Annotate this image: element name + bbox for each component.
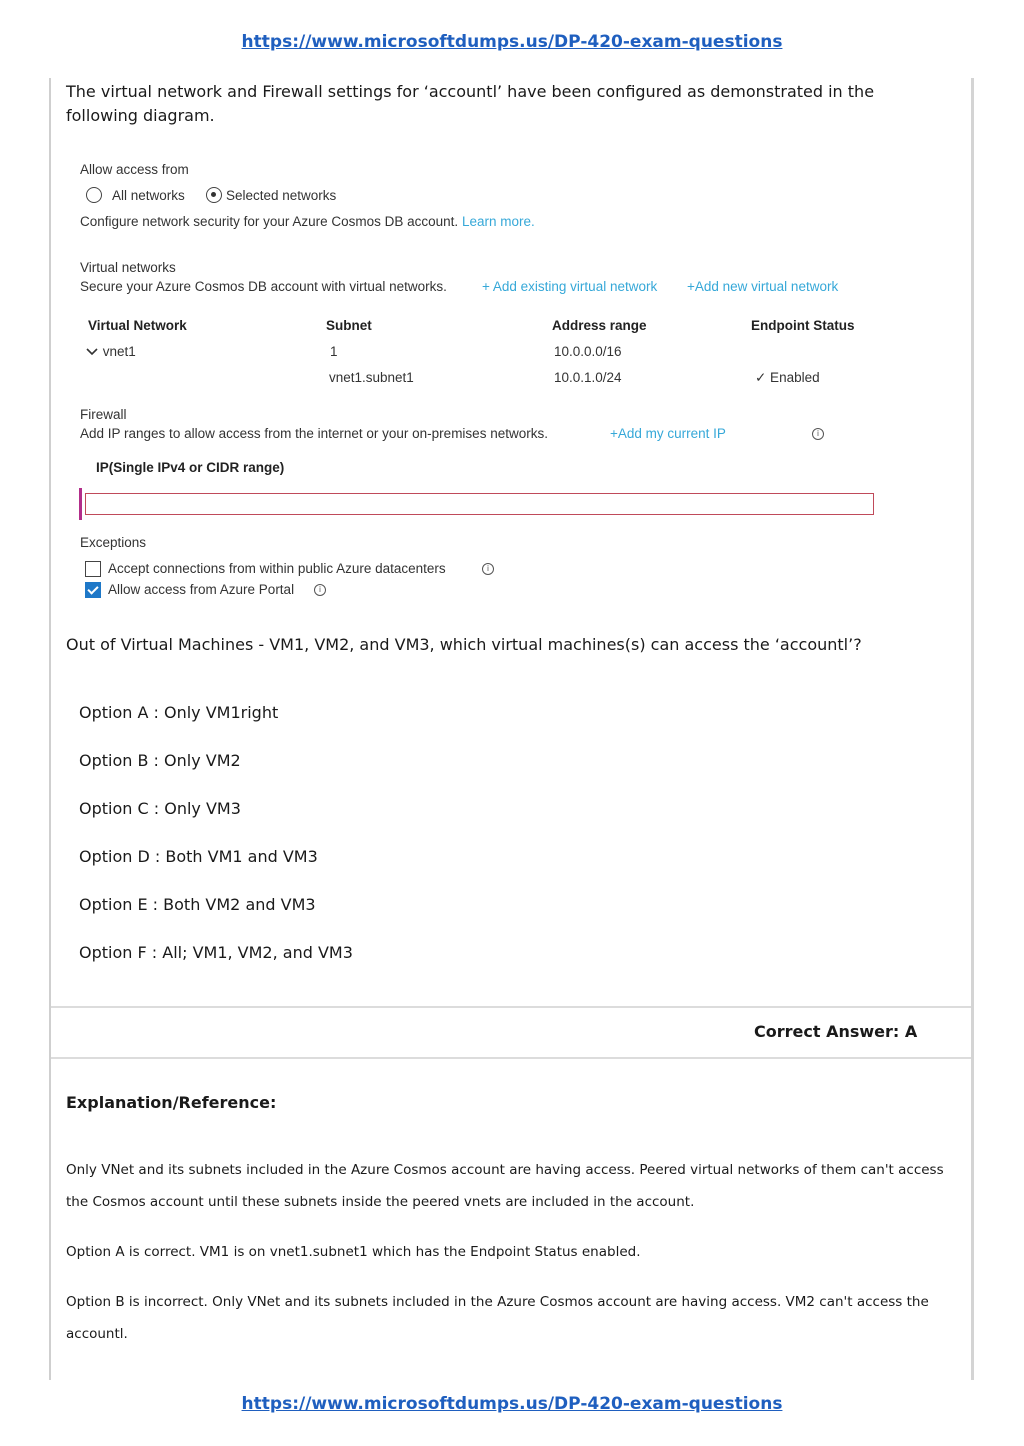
divider-bottom: [51, 1057, 971, 1059]
col-header-virtual-network: Virtual Network: [88, 318, 187, 333]
subnet-address-range: 10.0.1.0/24: [554, 370, 622, 385]
col-header-address-range: Address range: [552, 318, 647, 333]
col-header-subnet: Subnet: [326, 318, 372, 333]
datacenters-info-icon[interactable]: i: [482, 563, 494, 575]
exception-datacenters-checkbox[interactable]: [85, 561, 101, 577]
add-existing-vnet-link[interactable]: + Add existing virtual network: [482, 279, 658, 294]
ip-range-input[interactable]: [85, 493, 874, 515]
exception-datacenters-label: Accept connections from within public Azure datacenters: [108, 561, 446, 576]
explanation-paragraph: Option B is incorrect. Only VNet and its subnets included in the Azure Cosmos account are having access. VM2 can't access the accountl.: [66, 1294, 929, 1342]
header-link[interactable]: https://www.microsoftdumps.us/DP-420-exam-questions: [241, 32, 783, 52]
radio-selected-networks[interactable]: [206, 187, 222, 203]
ip-input-focus-bar: [79, 488, 82, 520]
firewall-description: Add IP ranges to allow access from the internet or your on-premises networks.: [80, 426, 548, 441]
radio-all-networks-label: All networks: [112, 188, 185, 203]
option-c[interactable]: Option C : Only VM3: [79, 799, 241, 818]
option-b[interactable]: Option B : Only VM2: [79, 751, 241, 770]
configure-text-line: [80, 214, 535, 229]
subnet-name: vnet1.subnet1: [329, 370, 414, 385]
network-settings-diagram: [75, 155, 875, 605]
endpoint-status: ✓ Enabled: [755, 370, 820, 385]
firewall-info-icon[interactable]: i: [812, 428, 824, 440]
vnet-subnet-count: 1: [330, 344, 338, 359]
exception-portal-checkbox[interactable]: [85, 582, 101, 598]
vnet-name: vnet1: [102, 344, 136, 359]
ip-range-label: IP(Single IPv4 or CIDR range): [96, 460, 285, 475]
allow-access-label: Allow access from: [80, 162, 189, 177]
option-d[interactable]: Option D : Both VM1 and VM3: [79, 847, 318, 866]
footer-link[interactable]: https://www.microsoftdumps.us/DP-420-exam-questions: [241, 1394, 783, 1414]
radio-all-networks[interactable]: [86, 187, 102, 203]
intro-text: The virtual network and Firewall settings for ‘accountl’ have been configured as demonstrated in the following diagram.: [66, 82, 875, 125]
vnet-address-range: 10.0.0.0/16: [554, 344, 622, 359]
vnet-row[interactable]: [85, 344, 136, 359]
learn-more-link[interactable]: Learn more.: [461, 214, 535, 229]
option-a[interactable]: Option A : Only VM1right: [79, 703, 279, 722]
explanation-paragraph: Only VNet and its subnets included in the Azure Cosmos account are having access. Peered virtual networks of them can't access the Cosmos account until these subnets inside the peered vnets are included in the account.: [66, 1162, 944, 1210]
chevron-down-icon: [85, 347, 99, 357]
option-e[interactable]: Option E : Both VM2 and VM3: [79, 895, 316, 914]
firewall-title: Firewall: [80, 407, 127, 422]
configure-text: Configure network security for your Azure Cosmos DB account.: [80, 214, 459, 229]
add-current-ip-link[interactable]: +Add my current IP: [610, 426, 726, 441]
question-text: Out of Virtual Machines - VM1, VM2, and VM3, which virtual machines(s) can access the ‘accountl’?: [66, 635, 862, 654]
exceptions-title: Exceptions: [80, 535, 147, 550]
portal-info-icon[interactable]: i: [314, 584, 326, 596]
explanation-paragraph: Option A is correct. VM1 is on vnet1.subnet1 which has the Endpoint Status enabled.: [66, 1244, 641, 1260]
vnet-title: Virtual networks: [80, 260, 176, 275]
divider-top: [51, 1006, 971, 1008]
add-new-vnet-link[interactable]: +Add new virtual network: [687, 279, 839, 294]
radio-selected-networks-label: Selected networks: [226, 188, 337, 203]
correct-answer: Correct Answer: A: [754, 1022, 918, 1041]
frame-left-border: [49, 78, 51, 1380]
vnet-description: Secure your Azure Cosmos DB account with virtual networks.: [80, 279, 447, 294]
frame-right-border: [971, 78, 974, 1380]
explanation-title: Explanation/Reference:: [66, 1093, 277, 1112]
col-header-endpoint-status: Endpoint Status: [751, 318, 855, 333]
exception-portal-label: Allow access from Azure Portal: [108, 582, 295, 597]
option-f[interactable]: Option F : All; VM1, VM2, and VM3: [79, 943, 353, 962]
